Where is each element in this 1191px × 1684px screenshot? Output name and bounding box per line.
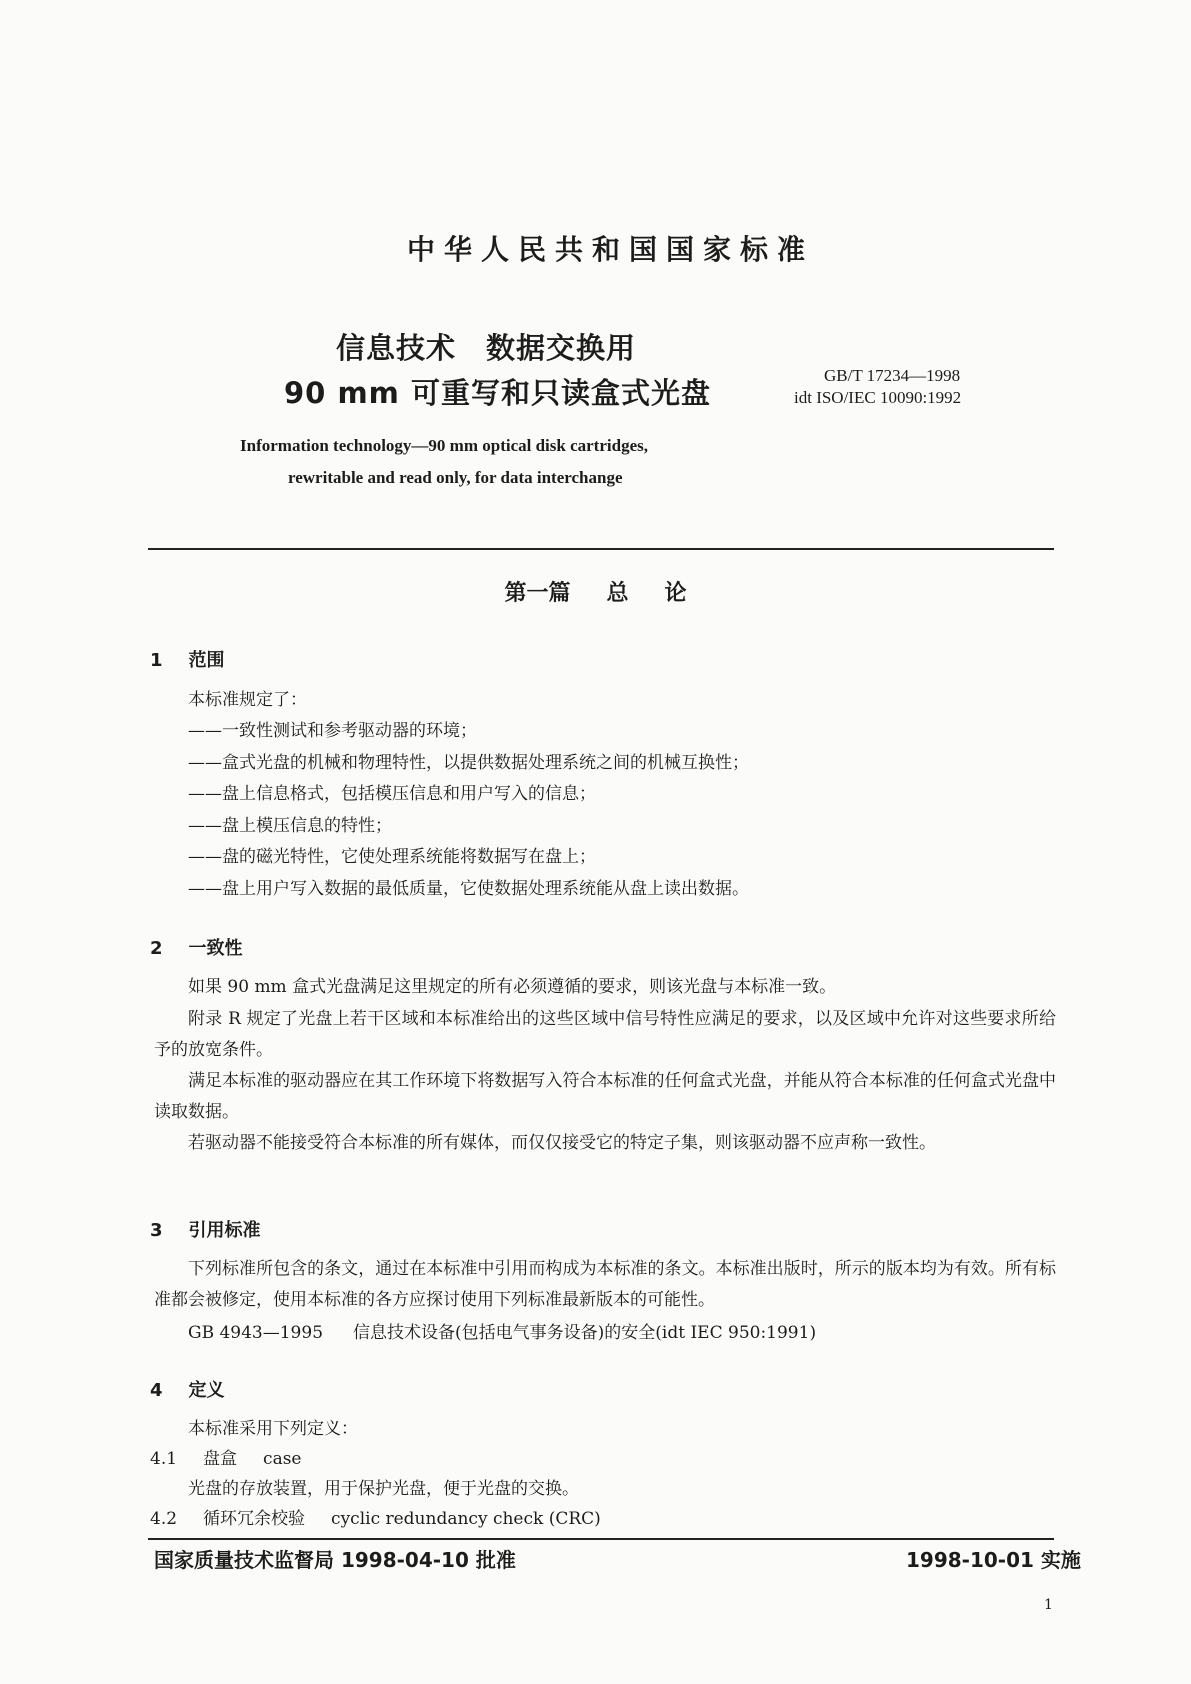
part-label: 第一篇 bbox=[504, 581, 571, 606]
page-number: 1 bbox=[1044, 1597, 1053, 1613]
header-divider bbox=[148, 548, 1054, 550]
normative-references-paragraph: 下列标准所包含的条文，通过在本标准中引用而构成为本标准的条文。本标准出版时，所示的版本均为有效。所有标准都会被修定，使用本标准的各方应探讨使用下列标准最新版本的可能性。 bbox=[154, 1259, 1056, 1310]
national-standard-title: 中华人民共和国国家标准 bbox=[406, 233, 814, 266]
section-title: 范围 bbox=[188, 650, 225, 671]
section-number: 1 bbox=[150, 650, 163, 671]
part-word1: 总 bbox=[606, 581, 629, 606]
section-3-heading bbox=[150, 1216, 261, 1242]
reference-title: 信息技术设备(包括电气事务设备)的安全(idt IEC 950:1991) bbox=[353, 1323, 817, 1343]
definition-4-1-text: 光盘的存放装置，用于保护光盘，便于光盘的交换。 bbox=[188, 1479, 579, 1499]
implementation-date: 1998-10-01 实施 bbox=[906, 1548, 1081, 1572]
document-title-line2: 90 mm 可重写和只读盒式光盘 bbox=[284, 376, 711, 410]
section-number: 4 bbox=[150, 1380, 163, 1401]
english-title-line1: Information technology—90 mm optical disk cartridges, bbox=[240, 436, 648, 455]
list-item: ——盘上用户写入数据的最低质量，它使数据处理系统能从盘上读出数据。 bbox=[188, 878, 749, 899]
title-line1-part-a: 信息技术 bbox=[336, 331, 457, 365]
definition-4-1 bbox=[150, 1444, 302, 1474]
section-title: 引用标准 bbox=[188, 1220, 261, 1241]
list-item: ——盘的磁光特性，它使处理系统能将数据写在盘上； bbox=[188, 847, 596, 867]
section-title: 定义 bbox=[188, 1380, 225, 1401]
approval-line: 国家质量技术监督局 1998-04-10 批准 bbox=[154, 1548, 516, 1572]
definition-term-en: case bbox=[263, 1449, 302, 1469]
standard-equivalence: idt ISO/IEC 10090:1992 bbox=[794, 388, 962, 407]
document-title-line1 bbox=[336, 326, 636, 367]
definition-number: 4.1 bbox=[150, 1449, 178, 1469]
list-item: ——盘上模压信息的特性； bbox=[188, 815, 392, 836]
definition-term: 循环冗余校验 bbox=[203, 1509, 306, 1529]
definition-number: 4.2 bbox=[150, 1509, 178, 1529]
definition-term-en: cyclic redundancy check (CRC) bbox=[331, 1509, 601, 1529]
section-4-heading bbox=[150, 1376, 225, 1402]
english-title-line2: rewritable and read only, for data interchange bbox=[288, 468, 623, 487]
section-number: 3 bbox=[150, 1220, 163, 1241]
list-item: ——盒式光盘的机械和物理特性，以提供数据处理系统之间的机械互换性； bbox=[188, 752, 749, 773]
conformance-paragraph-3: 满足本标准的驱动器应在其工作环境下将数据写入符合本标准的任何盒式光盘，并能从符合本标准的任何盒式光盘中读取数据。 bbox=[154, 1071, 1056, 1122]
definitions-intro: 本标准采用下列定义： bbox=[188, 1419, 358, 1439]
scope-intro: 本标准规定了： bbox=[188, 690, 307, 710]
section-1-heading bbox=[150, 646, 225, 672]
section-2-heading bbox=[150, 934, 243, 960]
list-item: ——盘上信息格式，包括模压信息和用户写入的信息； bbox=[188, 784, 596, 804]
footer-divider bbox=[148, 1538, 1054, 1540]
section-number: 2 bbox=[150, 938, 163, 959]
conformance-paragraph-1: 如果 90 mm 盒式光盘满足这里规定的所有必须遵循的要求，则该光盘与本标准一致。 bbox=[188, 977, 837, 997]
reference-entry bbox=[188, 1318, 816, 1348]
part-word2: 论 bbox=[664, 581, 687, 606]
definition-4-2 bbox=[150, 1504, 601, 1534]
section-title: 一致性 bbox=[188, 938, 243, 959]
title-line1-part-b: 数据交换用 bbox=[486, 331, 637, 365]
definition-term: 盘盒 bbox=[203, 1449, 238, 1469]
list-item: ——一致性测试和参考驱动器的环境； bbox=[188, 721, 477, 741]
scope-list bbox=[188, 716, 749, 905]
standard-code: GB/T 17234—1998 bbox=[824, 366, 961, 385]
reference-code: GB 4943—1995 bbox=[188, 1323, 324, 1343]
part-title bbox=[0, 576, 1191, 607]
conformance-paragraph-2: 附录 R 规定了光盘上若干区域和本标准给出的这些区域中信号特性应满足的要求，以及区域中允许对这些要求所给予的放宽条件。 bbox=[154, 1009, 1056, 1060]
conformance-paragraph-4: 若驱动器不能接受符合本标准的所有媒体，而仅仅接受它的特定子集，则该驱动器不应声称一致性。 bbox=[188, 1133, 936, 1153]
